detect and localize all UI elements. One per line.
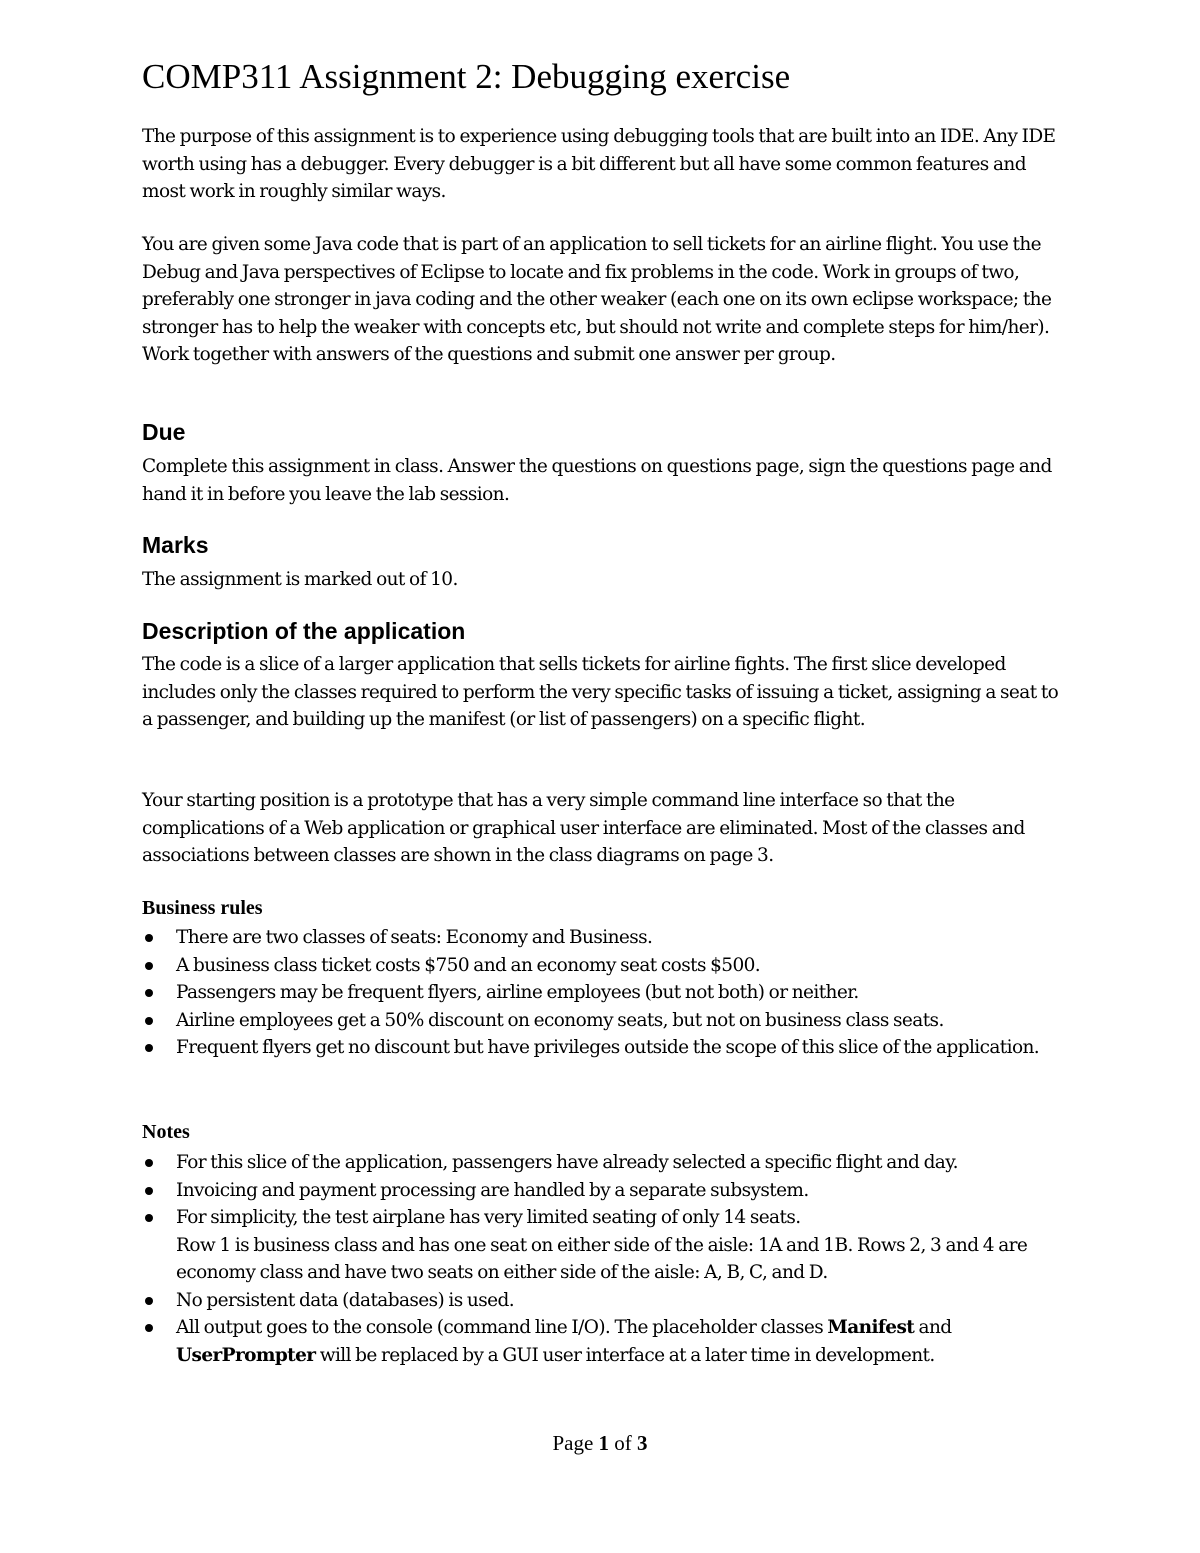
page-footer: Page 1 of 3 — [552, 1431, 648, 1455]
list-item: There are two classes of seats: Economy and Business. — [142, 924, 1072, 952]
list-item: No persistent data (databases) is used. — [142, 1287, 1072, 1315]
intro-paragraph-2: You are given some Java code that is part of an application to sell tickets for an airline flight. You use the Debug and Java perspectives of Eclipse to locate and fix problems in the code. Work in groups of two, preferably one stronger in java coding and the other weaker (each one on its own eclipse workspace; the stronger has to help the weaker with concepts etc, but should not write and complete steps for him/her). Work together with answers of the questions and submit one answer per group. — [142, 234, 1052, 365]
marks-heading: Marks — [142, 532, 209, 558]
bullet-icon — [145, 989, 153, 997]
bullet-icon — [145, 1187, 153, 1195]
bullet-icon — [145, 1017, 153, 1025]
marks-text: The assignment is marked out of 10. — [142, 569, 458, 590]
class-name-manifest: Manifest — [827, 1317, 915, 1338]
document-title: COMP311 Assignment 2: Debugging exercise — [142, 57, 791, 96]
business-rules-heading: Business rules — [142, 897, 263, 919]
notes-list — [142, 1149, 1072, 1369]
current-page-number: 1 — [598, 1431, 610, 1455]
description-paragraph-2: Your starting position is a prototype that has a very simple command line interface so that the complications of a Web application or graphical user interface are eliminated. Most of the classes and associations between classes are shown in the class diagrams on page 3. — [142, 790, 1025, 866]
due-text: Complete this assignment in class. Answer the questions on questions page, sign the questions page and hand it in before you leave the lab session. — [142, 456, 1052, 505]
list-item: For this slice of the application, passengers have already selected a specific flight and day. — [142, 1149, 1072, 1177]
class-name-userprompter: UserPrompter — [176, 1344, 316, 1366]
bullet-icon — [145, 962, 153, 970]
bullet-icon — [145, 1159, 153, 1167]
bullet-icon — [145, 1044, 153, 1052]
description-heading: Description of the application — [142, 618, 466, 644]
list-item: For simplicity, the test airplane has very limited seating of only 14 seats. Row 1 is business class and has one seat on either side of the aisle: 1A and 1B. Rows 2, 3 and 4 are economy class and have two seats on either side of the aisle: A, B, C, and D. — [142, 1204, 1072, 1287]
intro-paragraph-1: The purpose of this assignment is to experience using debugging tools that are built into an IDE. Any IDE worth using has a debugger. Every debugger is a bit different but all have some common features and most work in roughly similar ways. — [142, 126, 1056, 202]
bullet-icon — [145, 1214, 153, 1222]
description-paragraph-1: The code is a slice of a larger application that sells tickets for airline fights. The first slice developed includes only the classes required to perform the very specific tasks of issuing a ticket, assigning a seat to a passenger, and building up the manifest (or list of passengers) on a specific flight. — [142, 654, 1059, 730]
bullet-icon — [145, 934, 153, 942]
bullet-icon — [145, 1297, 153, 1305]
list-item: A business class ticket costs $750 and an economy seat costs $500. — [142, 952, 1072, 980]
bullet-icon — [145, 1324, 153, 1332]
list-item: Invoicing and payment processing are handled by a separate subsystem. — [142, 1177, 1072, 1205]
seating-detail: Row 1 is business class and has one seat on either side of the aisle: 1A and 1B. Rows 2, 3 and 4 are economy class and have two seats on either side of the aisle: A, B, C, and D. — [176, 1234, 1028, 1283]
business-rules-list — [142, 924, 1072, 1062]
notes-heading: Notes — [142, 1121, 190, 1143]
list-item: All output goes to the console (command line I/O). The placeholder classes Manifest and UserPrompter will be replaced by a GUI user interface at a later time in development. — [142, 1314, 1072, 1369]
total-pages-number: 3 — [637, 1431, 648, 1455]
list-item: Airline employees get a 50% discount on economy seats, but not on business class seats. — [142, 1007, 1072, 1035]
list-item: Passengers may be frequent flyers, airline employees (but not both) or neither. — [142, 979, 1072, 1007]
due-heading: Due — [142, 419, 186, 445]
list-item: Frequent flyers get no discount but have privileges outside the scope of this slice of the application. — [142, 1034, 1072, 1062]
